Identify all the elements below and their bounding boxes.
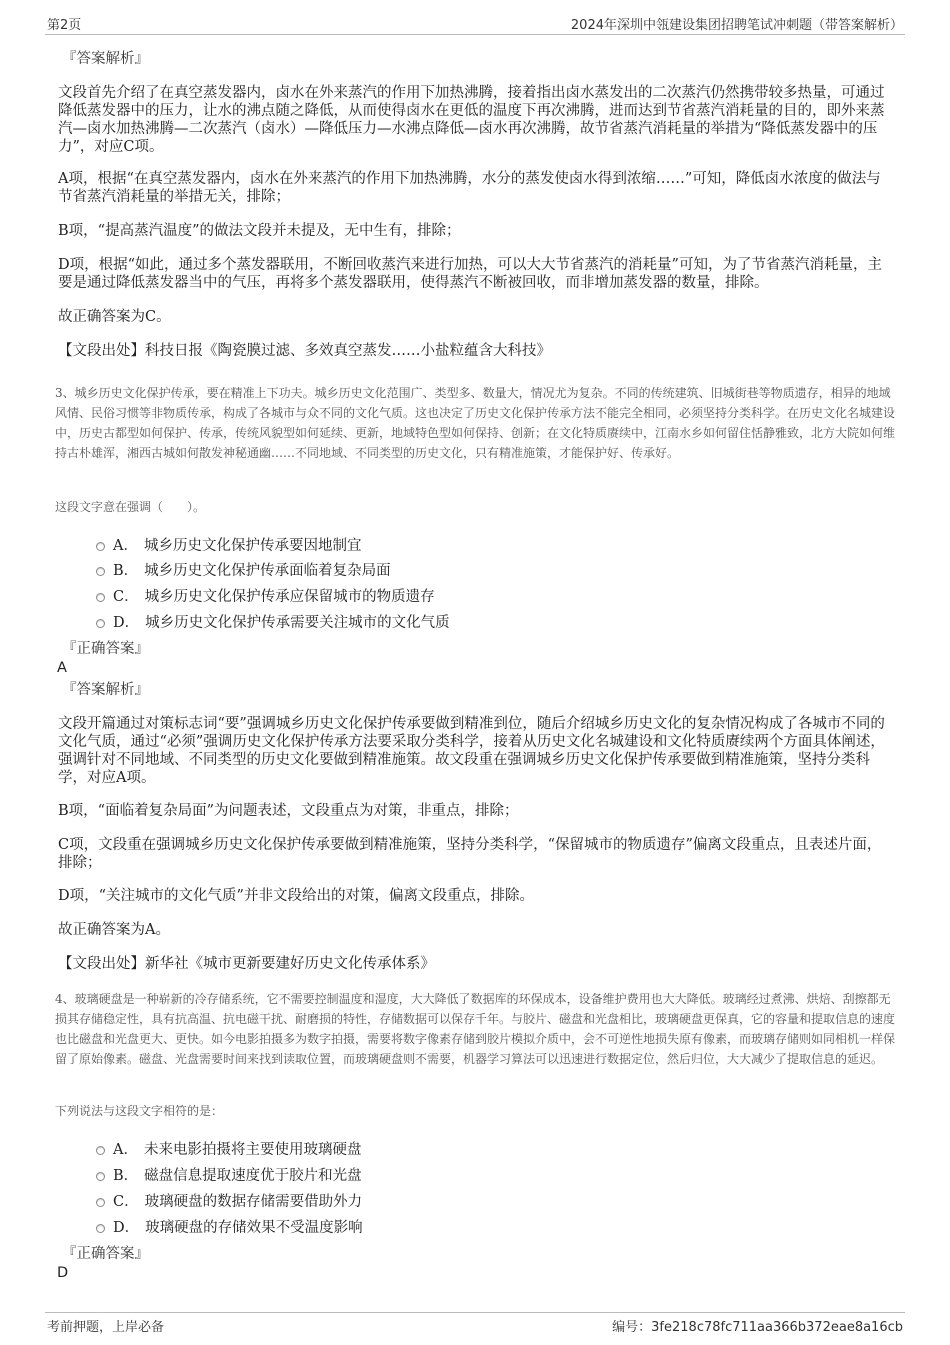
q3-question: 这段文字意在强调（ ）。 — [55, 500, 206, 514]
q4-answer-label: 『正确答案』 — [62, 1246, 149, 1262]
document-id: 编号：3fe218c78fc711aa366b372eae8a16cb — [612, 1320, 903, 1335]
q3-analysis-option-b: B项，“面临着复杂局面”为问题表述，文段重点为对策，非重点，排除； — [58, 803, 519, 819]
q2-source: 【文段出处】科技日报《陶瓷膜过滤、多效真空蒸发……小盐粒蕴含大科技》 — [58, 343, 551, 359]
q4-option-d[interactable]: D． 玻璃硬盘的存储效果不受温度影响 — [96, 1216, 363, 1236]
q2-analysis-option-d: D项，根据“如此，通过多个蒸发器联用，不断回收蒸汽来进行加热，可以大大节省蒸汽的消耗量”可知，为了节省蒸汽消耗量，主要是通过降低蒸发器当中的气压，再将多个蒸发器联用，使得蒸汽不断被回收，而非增加蒸发器的数量，排除。 — [58, 257, 882, 291]
q3-conclusion: 故正确答案为A。 — [58, 922, 170, 938]
q3-analysis-paragraph: 文段开篇通过对策标志词“要”强调城乡历史文化保护传承要做到精准到位，随后介绍城乡历史文化的复杂情况构成了各城市不同的文化气质，通过“必须”强调历史文化保护传承方法要采取分类科学，接着从历史文化名城建设和文化特质赓续两个方面具体阐述，强调针对不同地域、不同类型的历史文化要做到精准施策。故文段重在强调城乡历史文化保护传承要做到精准施策，坚持分类科学，对应A项。 — [58, 716, 885, 786]
q4-option-a[interactable]: A． 未来电影拍摄将主要使用玻璃硬盘 — [96, 1138, 361, 1158]
q3-source: 【文段出处】新华社《城市更新要建好历史文化传承体系》 — [58, 956, 435, 972]
q4-stem: 4、玻璃硬盘是一种崭新的冷存储系统，它不需要控制温度和湿度，大大降低了数据库的环保成本，设备维护费用也大大降低。玻璃经过煮沸、烘焙、刮擦都无损其存储稳定性，具有抗高温、抗电磁干扰、耐磨损的特性，存储数据可以保存千年。与胶片、磁盘和光盘相比，玻璃硬盘更保真，它的容量和提取信息的速度也比磁盘和光盘更大、更快。如今电影拍摄多为数字拍摄，需要将数字像素存储到胶片模拟介质中，会不可逆性地损失原有像素，而玻璃存储则如同相机一样保留了原始像素。磁盘、光盘需要时间来找到读取位置，而玻璃硬盘则不需要，机器学习算法可以迅速进行数据定位，然后归位，大大减少了提取信息的延迟。 — [55, 992, 896, 1066]
q2-analysis-option-a: A项，根据“在真空蒸发器内，卤水在外来蒸汽的作用下加热沸腾，水分的蒸发使卤水得到浓缩……”可知，降低卤水浓度的做法与节省蒸汽消耗量的举措无关，排除； — [58, 171, 881, 205]
q4-question: 下列说法与这段文字相符的是： — [55, 1104, 224, 1118]
q4-answer: D — [57, 1265, 69, 1281]
q3-analysis-label: 『答案解析』 — [62, 682, 149, 698]
q3-option-a[interactable]: A． 城乡历史文化保护传承要因地制宜 — [96, 534, 361, 554]
page-footer — [45, 1312, 905, 1335]
radio-icon[interactable] — [96, 1146, 105, 1155]
radio-icon[interactable] — [96, 542, 105, 551]
q2-analysis-label: 『答案解析』 — [62, 51, 149, 67]
page-number: 第2页 — [47, 18, 82, 33]
footer-slogan: 考前押题，上岸必备 — [47, 1320, 165, 1335]
q3-option-c[interactable]: C． 城乡历史文化保护传承应保留城市的物质遗存 — [96, 585, 435, 605]
q3-option-b[interactable]: B． 城乡历史文化保护传承面临着复杂局面 — [96, 559, 391, 579]
q3-answer: A — [57, 660, 67, 676]
q3-analysis-option-c: C项，文段重在强调城乡历史文化保护传承要做到精准施策，坚持分类科学，“保留城市的物质遗存”偏离文段重点，且表述片面，排除； — [58, 837, 882, 871]
radio-icon[interactable] — [96, 1172, 105, 1181]
page-header — [45, 14, 905, 35]
radio-icon[interactable] — [96, 1198, 105, 1207]
q3-stem: 3、城乡历史文化保护传承，要在精准上下功夫。城乡历史文化范围广、类型多、数量大，情况尤为复杂。不同的传统建筑、旧城街巷等物质遗存，相异的地域风情、民俗习惯等非物质传承，构成了各城市与众不同的文化气质。这也决定了历史文化保护传承方法不能完全相同，必须坚持分类科学。在历史文化名城建设中，历史古都型如何保护、传承，传统风貌型如何延续、更新，地域特色型如何保持、创新；在文化特质赓续中，江南水乡如何留住恬静雅致，北方大院如何维持古朴雄浑，湘西古城如何散发神秘通幽……不同地域、不同类型的历史文化，只有精准施策，才能保护好、传承好。 — [55, 386, 896, 460]
q3-analysis-option-d: D项，“关注城市的文化气质”并非文段给出的对策，偏离文段重点，排除。 — [58, 888, 534, 904]
document-title: 2024年深圳中瓴建设集团招聘笔试冲刺题（带答案解析） — [570, 18, 903, 33]
radio-icon[interactable] — [96, 1224, 105, 1233]
q4-option-b[interactable]: B． 磁盘信息提取速度优于胶片和光盘 — [96, 1164, 362, 1184]
radio-icon[interactable] — [96, 619, 105, 628]
q3-option-d[interactable]: D． 城乡历史文化保护传承需要关注城市的文化气质 — [96, 611, 450, 631]
q4-option-c[interactable]: C． 玻璃硬盘的数据存储需要借助外力 — [96, 1190, 362, 1210]
radio-icon[interactable] — [96, 567, 105, 576]
q2-conclusion: 故正确答案为C。 — [58, 309, 171, 325]
q2-analysis-paragraph: 文段首先介绍了在真空蒸发器内，卤水在外来蒸汽的作用下加热沸腾，接着指出卤水蒸发出的二次蒸汽仍然携带较多热量，可通过降低蒸发器中的压力，让水的沸点随之降低，从而使得卤水在更低的温度下再次沸腾，进而达到节省蒸汽消耗量的目的，即外来蒸汽—卤水加热沸腾—二次蒸汽（卤水）—降低压力—水沸点降低—卤水再次沸腾，故节省蒸汽消耗量的举措为“降低蒸发器中的压力”，对应C项。 — [58, 85, 885, 155]
q2-analysis-option-b: B项，“提高蒸汽温度”的做法文段并未提及，无中生有，排除； — [58, 223, 461, 239]
q3-answer-label: 『正确答案』 — [62, 641, 149, 657]
radio-icon[interactable] — [96, 593, 105, 602]
